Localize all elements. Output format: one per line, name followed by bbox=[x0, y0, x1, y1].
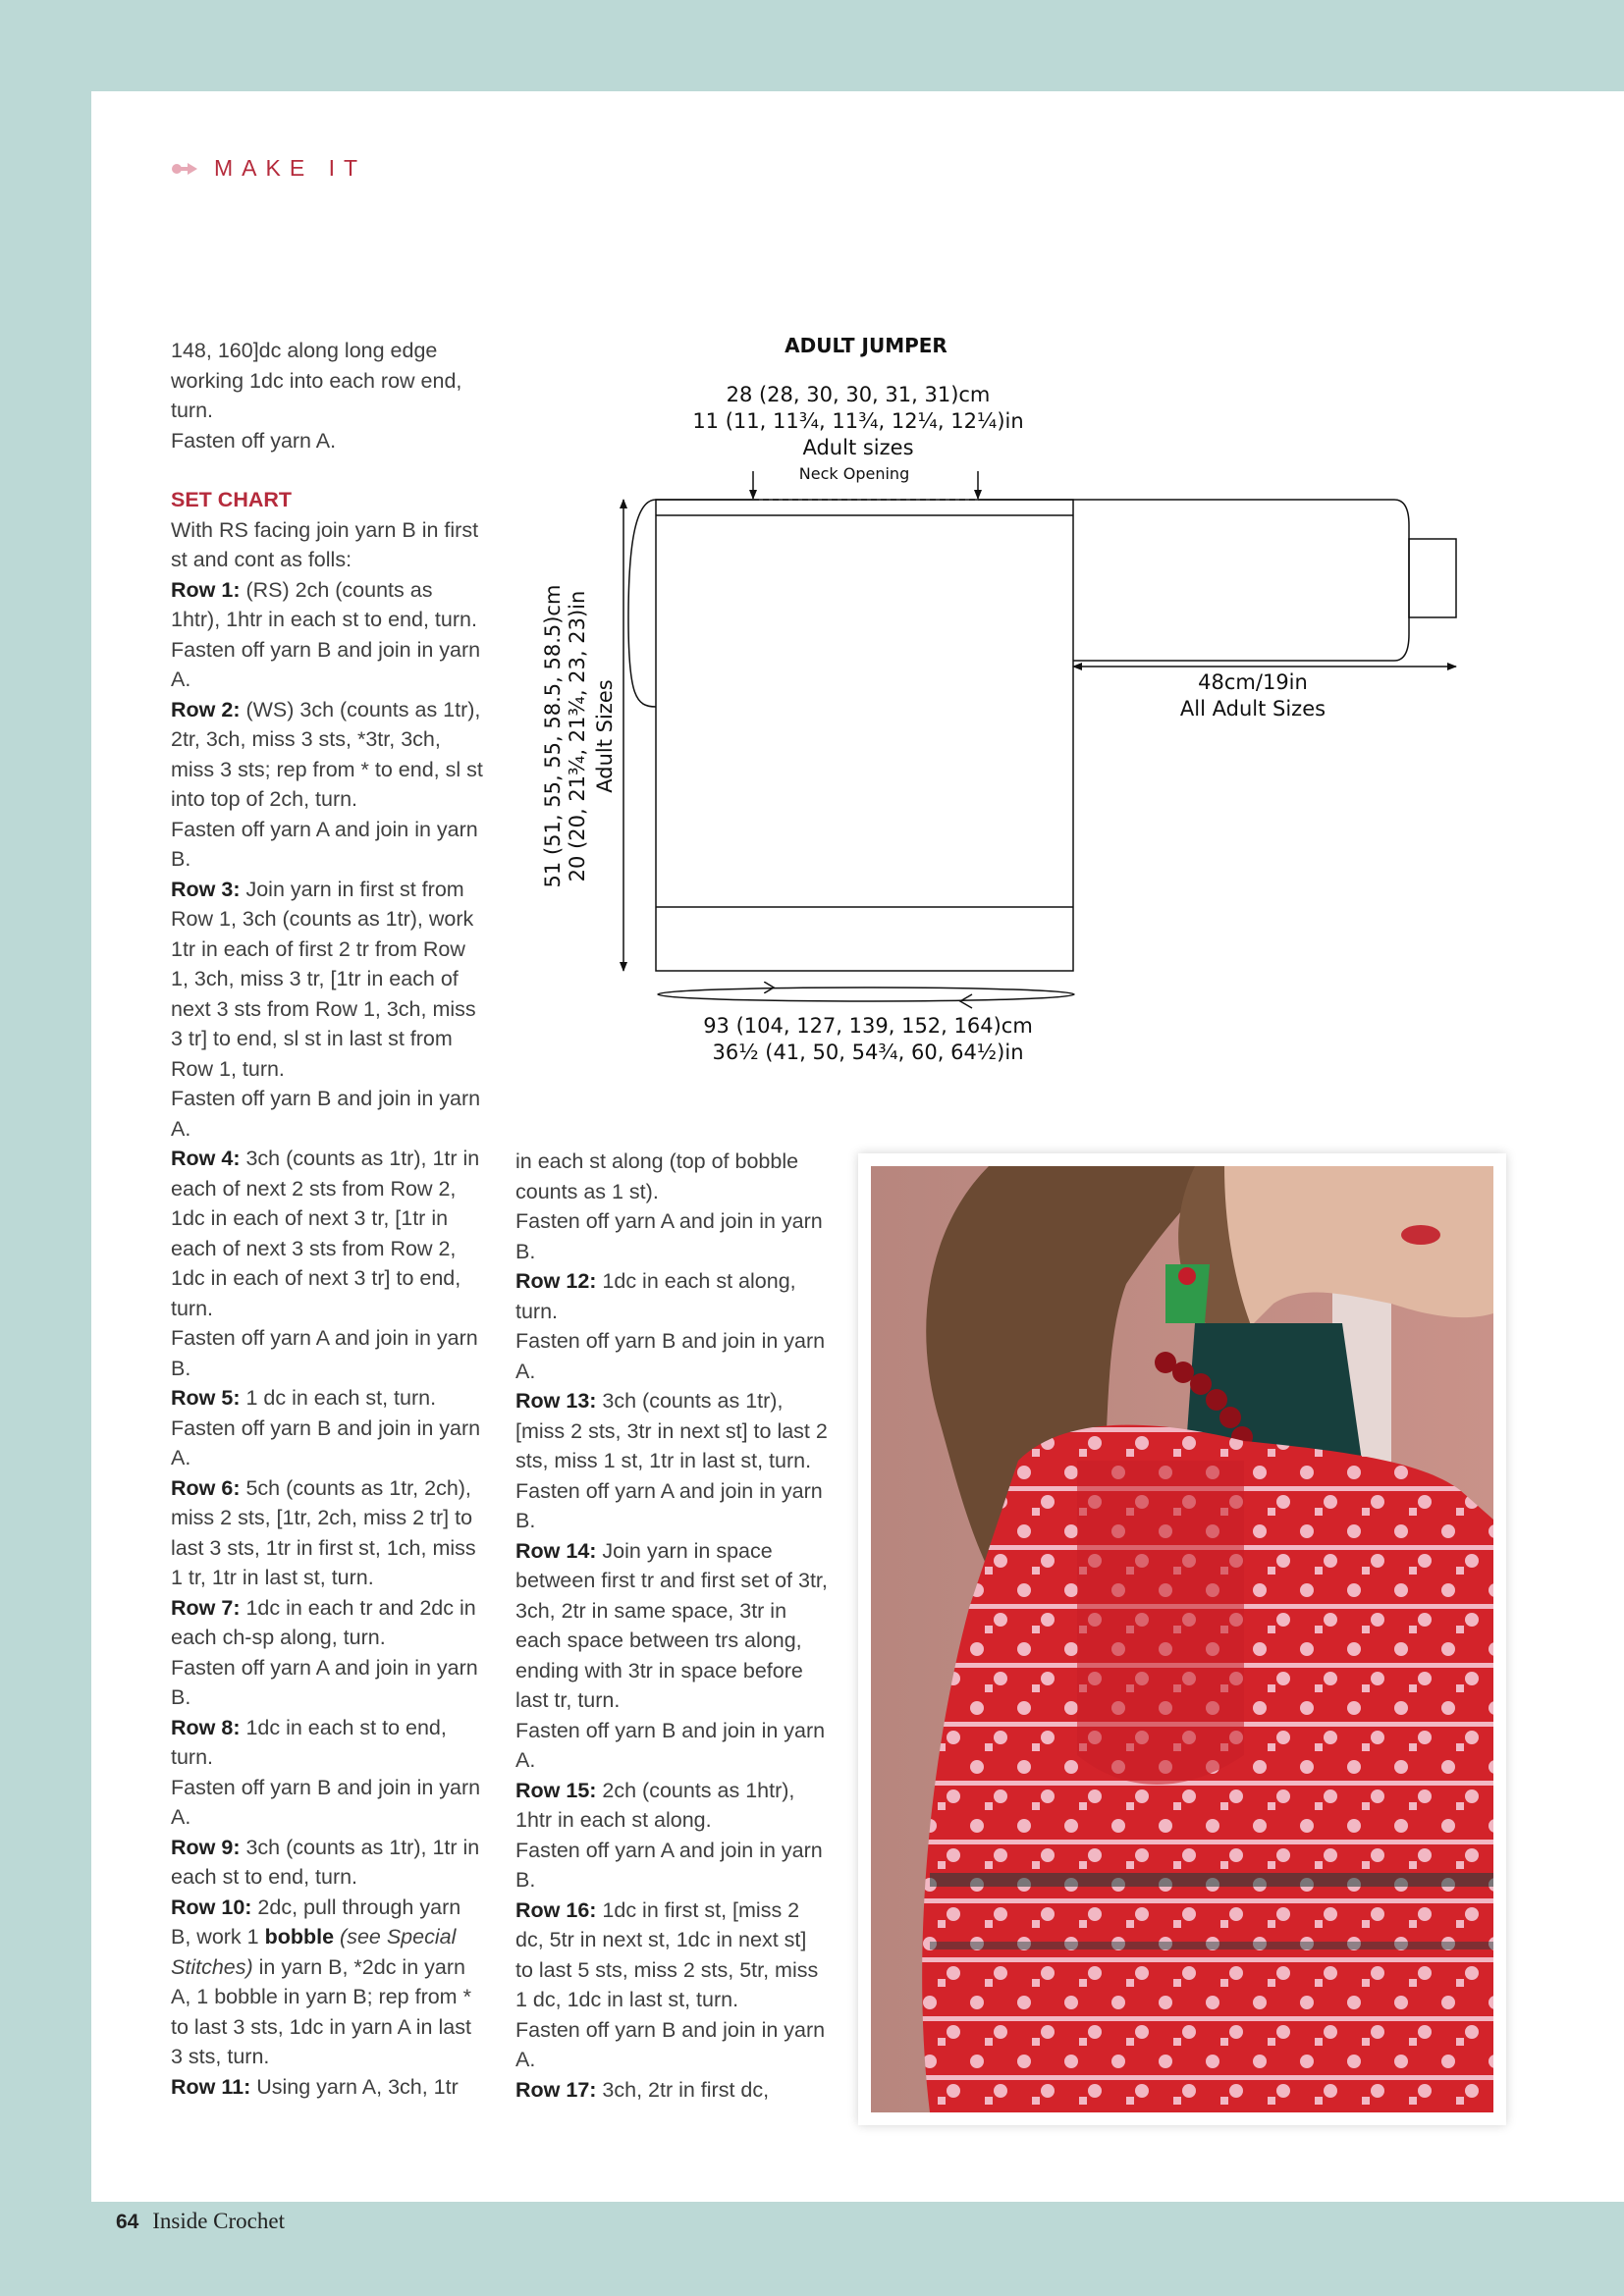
diagram-title: ADULT JUMPER bbox=[785, 334, 947, 357]
row-text: Join yarn in space between first tr and first set of 3tr, 3ch, 2tr in same space, 3tr in each space between trs along, ending with 3tr in space before last tr, turn. bbox=[515, 1538, 828, 1712]
row-label: Row 16: bbox=[515, 1897, 597, 1922]
row-instruction bbox=[515, 1896, 830, 2015]
paragraph: Fasten off yarn A and join in yarn B. bbox=[515, 1209, 823, 1263]
photo-frame bbox=[858, 1153, 1506, 2125]
magazine-name: Inside Crochet bbox=[152, 2209, 285, 2233]
row-instruction bbox=[171, 1893, 485, 2072]
row-label: Row 11: bbox=[171, 2074, 251, 2099]
row-text: 2dc, pull through yarn B, work 1 bbox=[171, 1895, 461, 1949]
section-label: MAKE IT bbox=[214, 155, 367, 181]
row-label: Row 3: bbox=[171, 877, 241, 901]
chest-in: 36½ (41, 50, 54¾, 60, 64½)in bbox=[712, 1041, 1024, 1064]
section-header bbox=[171, 155, 366, 182]
paragraph: With RS facing join yarn B in first st and cont as folls: bbox=[171, 517, 479, 571]
jumper-schematic bbox=[511, 324, 1492, 1080]
row-label: Row 17: bbox=[515, 2077, 597, 2102]
row-instruction bbox=[171, 875, 485, 1085]
row-instruction bbox=[171, 1383, 485, 1414]
row-instruction bbox=[171, 1833, 485, 1893]
row-instruction bbox=[515, 1266, 830, 1326]
row-label: Row 15: bbox=[515, 1778, 597, 1802]
page-footer bbox=[116, 2209, 285, 2234]
paragraph: Fasten off yarn B and join in yarn A. bbox=[171, 1087, 481, 1141]
neck-width-cm: 28 (28, 30, 30, 31, 31)cm bbox=[726, 383, 991, 406]
row-text: 3ch (counts as 1tr), [miss 2 sts, 3tr in next st] to last 2 sts, miss 1 st, 1tr in last st, turn. bbox=[515, 1389, 828, 1472]
row-text: 5ch (counts as 1tr, 2ch), miss 2 sts, [1tr, 2ch, miss 2 tr] to last 3 sts, 1tr in first st, 1ch, miss 1 tr, 1tr in last st, turn. bbox=[171, 1475, 476, 1589]
paragraph: 148, 160]dc along long edge working 1dc into each row end, turn. bbox=[171, 339, 462, 422]
row-text: (WS) 3ch (counts as 1tr), 2tr, 3ch, miss 3 sts, *3tr, 3ch, miss 3 sts; rep from * to end, sl st into top of 2ch, turn. bbox=[171, 697, 483, 811]
row-text: Using yarn A, 3ch, 1tr bbox=[250, 2074, 459, 2099]
row-label: Row 14: bbox=[515, 1538, 597, 1563]
row-text: 2ch (counts as 1htr), 1htr in each st along. bbox=[515, 1778, 795, 1832]
neck-width-sizes: Adult sizes bbox=[802, 436, 914, 459]
model-photo bbox=[871, 1166, 1493, 2112]
row-label: Row 8: bbox=[171, 1715, 241, 1739]
paragraph: Fasten off yarn A and join in yarn B. bbox=[171, 1655, 478, 1709]
paragraph: Fasten off yarn A and join in yarn B. bbox=[515, 1838, 823, 1892]
row-label: Row 7: bbox=[171, 1595, 241, 1620]
body-length-cm: 51 (51, 55, 55, 58.5, 58.5)cm bbox=[541, 584, 565, 888]
body-length-sizes: Adult Sizes bbox=[593, 679, 617, 793]
row-text: 3ch (counts as 1tr), 1tr in each of next 2 sts from Row 2, 1dc in each of next 3 tr, [1tr in each of next 3 sts from Row 2, 1dc in each of next 3 tr] to end, turn. bbox=[171, 1147, 480, 1320]
paragraph: Fasten off yarn A and join in yarn B. bbox=[171, 1326, 478, 1380]
paragraph: Fasten off yarn B and join in yarn A. bbox=[171, 1415, 481, 1469]
chest-cm: 93 (104, 127, 139, 152, 164)cm bbox=[703, 1014, 1033, 1038]
paragraph: Fasten off yarn B and join in yarn A. bbox=[171, 637, 481, 691]
sleeve-length-sizes: All Adult Sizes bbox=[1179, 697, 1326, 721]
row-instruction bbox=[171, 1713, 485, 1773]
cuff bbox=[1409, 539, 1456, 617]
stitch-name: bobble bbox=[264, 1925, 335, 1949]
row-instruction bbox=[171, 1473, 485, 1593]
paragraph: Fasten off yarn A. bbox=[171, 428, 337, 453]
arrow-icon bbox=[171, 161, 200, 177]
paragraph: Fasten off yarn A and join in yarn B. bbox=[515, 1478, 823, 1532]
row-text: (RS) 2ch (counts as 1htr), 1htr in each st to end, turn. bbox=[171, 577, 477, 631]
row-label: Row 10: bbox=[171, 1895, 252, 1919]
paragraph: Fasten off yarn A and join in yarn B. bbox=[171, 817, 478, 871]
row-instruction bbox=[515, 1776, 830, 1836]
stitch-reference: (see Special Stitches) bbox=[171, 1925, 457, 1979]
row-instruction bbox=[171, 695, 485, 815]
row-label: Row 5: bbox=[171, 1386, 241, 1410]
paragraph: Fasten off yarn B and join in yarn A. bbox=[171, 1775, 481, 1829]
row-instruction bbox=[515, 1536, 830, 1716]
page-number: 64 bbox=[116, 2211, 139, 2233]
left-text-column bbox=[171, 336, 485, 2102]
neck-opening-label: Neck Opening bbox=[798, 464, 910, 483]
row-label: Row 12: bbox=[515, 1269, 597, 1293]
paragraph: Fasten off yarn B and join in yarn A. bbox=[515, 1718, 826, 1772]
row-label: Row 6: bbox=[171, 1475, 241, 1500]
body-panel bbox=[656, 500, 1073, 971]
row-instruction bbox=[515, 1386, 830, 1476]
sleeve-length: 48cm/19in bbox=[1198, 670, 1308, 694]
neck-width-in: 11 (11, 11¾, 11¾, 12¼, 12¼)in bbox=[692, 409, 1024, 433]
row-text: 1dc in each st along, turn. bbox=[515, 1269, 796, 1323]
section-heading: SET CHART bbox=[171, 488, 293, 511]
row-text: 3ch, 2tr in first dc, bbox=[596, 2077, 770, 2102]
row-text: 1dc in each st to end, turn. bbox=[171, 1715, 447, 1769]
row-text: 1dc in each tr and 2dc in each ch-sp along, turn. bbox=[171, 1595, 476, 1649]
row-text: 1 dc in each st, turn. bbox=[240, 1386, 437, 1410]
row-instruction bbox=[515, 2075, 830, 2106]
row-label: Row 2: bbox=[171, 697, 241, 721]
body-length-in: 20 (20, 21¾, 21¾, 23, 23)in bbox=[566, 590, 589, 882]
row-label: Row 4: bbox=[171, 1147, 241, 1170]
row-text: Join yarn in first st from Row 1, 3ch (counts as 1tr), work 1tr in each of first 2 tr from Row 1, 3ch, miss 3 tr, [1tr in each of next 3 sts from Row 1, 3ch, miss 3 tr] to end, sl st in last st from Row 1, turn. bbox=[171, 877, 476, 1081]
row-text: 3ch (counts as 1tr), 1tr in each st to end, turn. bbox=[171, 1835, 480, 1889]
row-instruction bbox=[171, 2072, 485, 2103]
row-label: Row 9: bbox=[171, 1835, 241, 1859]
middle-text-column bbox=[515, 1147, 830, 2105]
row-instruction bbox=[171, 575, 485, 635]
row-label: Row 1: bbox=[171, 577, 241, 602]
row-instruction bbox=[171, 1593, 485, 1653]
row-label: Row 13: bbox=[515, 1389, 597, 1413]
sleeve-panel bbox=[1073, 500, 1409, 661]
paragraph: Fasten off yarn B and join in yarn A. bbox=[515, 1329, 826, 1383]
paragraph: Fasten off yarn B and join in yarn A. bbox=[515, 2017, 826, 2071]
row-text: in yarn B, *2dc in yarn A, 1 bobble in yarn B; rep from * to last 3 sts, 1dc in yarn A in last 3 sts, turn. bbox=[171, 1954, 471, 2068]
row-text: 1dc in first st, [miss 2 dc, 5tr in next st, 1dc in next st] to last 5 sts, miss 2 sts, 5tr, miss 1 dc, 1dc in last st, turn. bbox=[515, 1897, 819, 2011]
paragraph: in each st along (top of bobble counts as 1 st). bbox=[515, 1149, 799, 1203]
row-instruction bbox=[171, 1144, 485, 1323]
